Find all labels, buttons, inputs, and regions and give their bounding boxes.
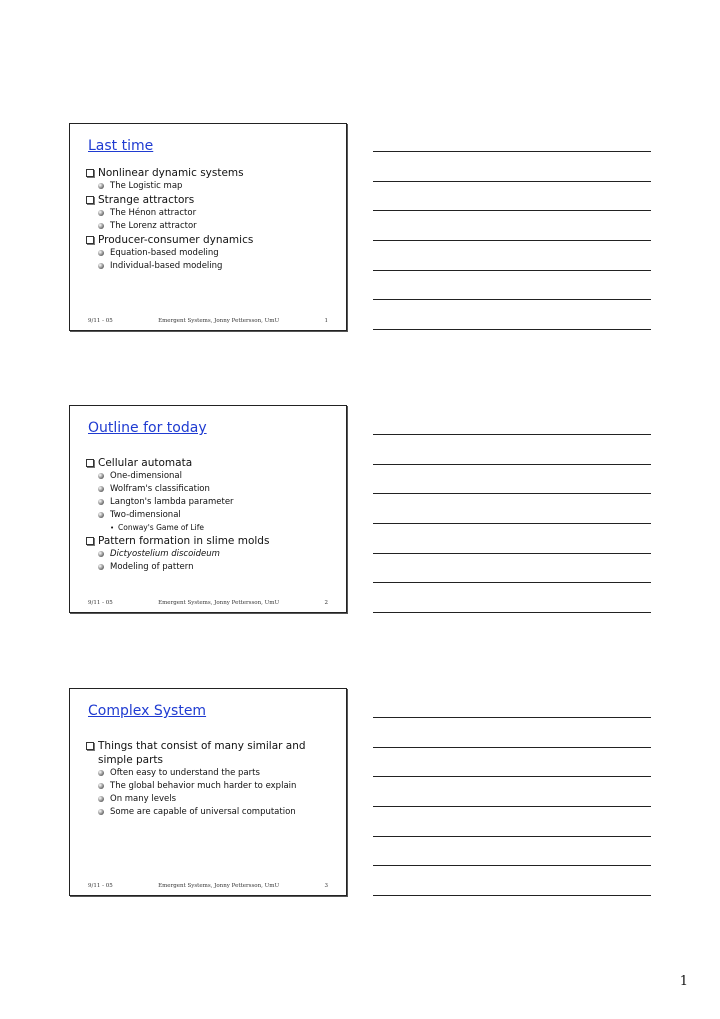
footer-slide-number: 3 (324, 883, 328, 889)
note-line (373, 836, 651, 837)
sub-bullet-item: Modeling of pattern (84, 561, 336, 574)
bullet-item: Things that consist of many similar and simple parts (84, 739, 306, 767)
note-line (373, 151, 651, 152)
sub-sub-bullet-item: • Conway's Game of Life (110, 523, 204, 532)
square-bullet-icon (86, 196, 94, 204)
square-bullet-icon (86, 236, 94, 244)
sub-bullet-item: On many levels (84, 793, 306, 806)
bullet-item: Cellular automata (84, 456, 336, 470)
slide-title: Complex System (88, 703, 207, 719)
square-bullet-icon (86, 537, 94, 545)
sub-bullet-item: Individual-based modeling (84, 260, 336, 273)
round-bullet-icon (98, 263, 104, 269)
footer-author: Emergent Systems, Jonny Pettersson, UmU (158, 883, 280, 889)
sub-bullet-item: Wolfram's classification (84, 483, 336, 496)
round-bullet-icon (98, 796, 104, 802)
note-line (373, 270, 651, 271)
note-line (373, 240, 651, 241)
dot-bullet-icon: • (110, 524, 115, 532)
slide-footer (88, 318, 328, 324)
square-bullet-icon (86, 742, 94, 750)
bullet-item: Strange attractors (84, 193, 336, 207)
note-line (373, 299, 651, 300)
footer-author: Emergent Systems, Jonny Pettersson, UmU (158, 600, 280, 606)
note-line (373, 717, 651, 718)
bullet-list (84, 456, 336, 574)
round-bullet-icon (98, 223, 104, 229)
footer-slide-number: 2 (324, 600, 328, 606)
footer-slide-number: 1 (324, 318, 328, 324)
square-bullet-icon (86, 169, 94, 177)
sub-bullet-item: Often easy to understand the parts (84, 767, 306, 780)
note-line (373, 329, 651, 330)
note-line (373, 582, 651, 583)
note-line (373, 747, 651, 748)
sub-bullet-item: The Hénon attractor (84, 207, 336, 220)
sub-bullet-item: Equation-based modeling (84, 247, 336, 260)
note-line (373, 181, 651, 182)
sub-bullet-item: Two-dimensional (84, 509, 336, 522)
round-bullet-icon (98, 183, 104, 189)
sub-bullet-item: One-dimensional (84, 470, 336, 483)
slide-2 (69, 405, 347, 613)
slide-1 (69, 123, 347, 331)
square-bullet-icon (86, 459, 94, 467)
bullet-item: Nonlinear dynamic systems (84, 166, 336, 180)
footer-author: Emergent Systems, Jonny Pettersson, UmU (158, 318, 280, 324)
sub-bullet-item: The Lorenz attractor (84, 220, 336, 233)
slide-title: Outline for today (88, 420, 207, 436)
note-line (373, 523, 651, 524)
slide-footer (88, 600, 328, 606)
round-bullet-icon (98, 551, 104, 557)
round-bullet-icon (98, 499, 104, 505)
note-line (373, 464, 651, 465)
round-bullet-icon (98, 809, 104, 815)
note-line (373, 806, 651, 807)
note-line (373, 493, 651, 494)
footer-date: 9/11 - 05 (88, 318, 113, 324)
round-bullet-icon (98, 210, 104, 216)
slide-title: Last time (88, 138, 154, 154)
page-number: 1 (679, 974, 688, 989)
round-bullet-icon (98, 783, 104, 789)
footer-date: 9/11 - 05 (88, 600, 113, 606)
sub-bullet-item: Dictyostelium discoideum (84, 548, 336, 561)
note-line (373, 434, 651, 435)
note-line (373, 553, 651, 554)
round-bullet-icon (98, 770, 104, 776)
footer-date: 9/11 - 05 (88, 883, 113, 889)
round-bullet-icon (98, 250, 104, 256)
sub-bullet-item: Some are capable of universal computation (84, 806, 306, 819)
note-line (373, 865, 651, 866)
round-bullet-icon (98, 473, 104, 479)
note-line (373, 612, 651, 613)
sub-bullet-item: Langton's lambda parameter (84, 496, 336, 509)
bullet-list (84, 739, 306, 819)
slide-footer (88, 883, 328, 889)
round-bullet-icon (98, 512, 104, 518)
note-line (373, 895, 651, 896)
note-line (373, 776, 651, 777)
note-line (373, 210, 651, 211)
round-bullet-icon (98, 486, 104, 492)
bullet-item: Producer-consumer dynamics (84, 233, 336, 247)
bullet-item: Pattern formation in slime molds (84, 534, 336, 548)
sub-bullet-item: The Logistic map (84, 180, 336, 193)
slide-3 (69, 688, 347, 896)
round-bullet-icon (98, 564, 104, 570)
bullet-list (84, 166, 336, 273)
sub-bullet-item: The global behavior much harder to explain (84, 780, 306, 793)
